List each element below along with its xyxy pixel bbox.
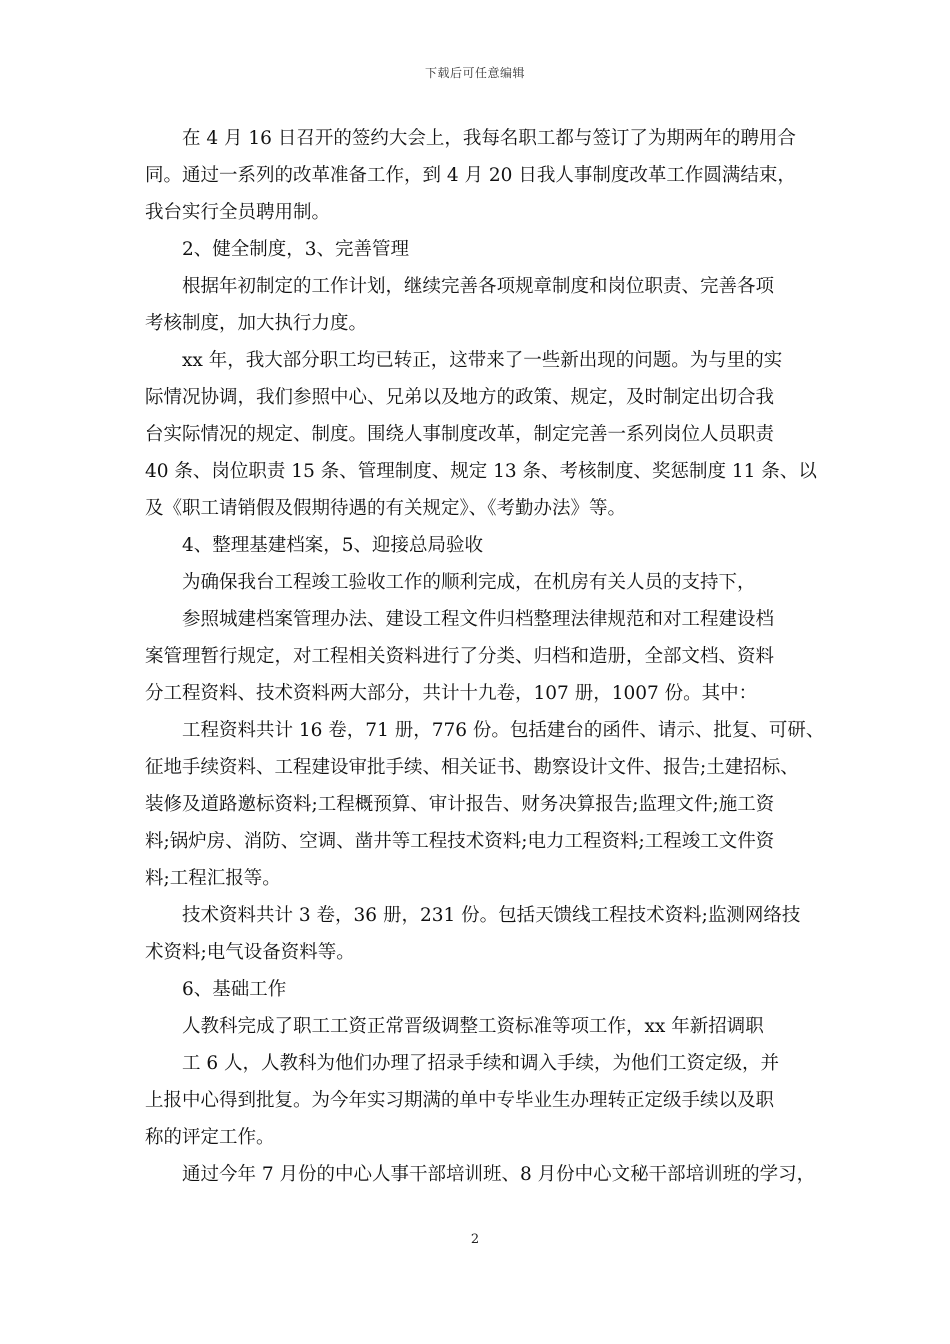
body-text-line: 通过今年 7 月份的中心人事干部培训班、8 月份中心文秘干部培训班的学习，	[182, 1164, 816, 1185]
body-text-line: 同。通过一系列的改革准备工作，到 4 月 20 日我人事制度改革工作圆满结束，	[145, 165, 796, 186]
body-text-line: 2、健全制度，3、完善管理	[182, 239, 410, 260]
body-text-line: xx 年，我大部分职工均已转正，这带来了一些新出现的问题。为与里的实	[182, 350, 783, 371]
body-text-line: 工程资料共计 16 卷，71 册，776 份。包括建台的函件、请示、批复、可研、	[182, 720, 825, 741]
body-text-line: 参照城建档案管理办法、建设工程文件归档整理法律规范和对工程建设档	[182, 609, 775, 630]
document-body	[145, 120, 825, 1193]
body-text-line: 料;锅炉房、消防、空调、凿井等工程技术资料;电力工程资料;工程竣工文件资	[145, 831, 775, 852]
body-text-line: 技术资料共计 3 卷，36 册，231 份。包括天馈线工程技术资料;监测网络技	[182, 905, 801, 926]
body-text-line: 考核制度，加大执行力度。	[145, 313, 368, 334]
body-text-line: 4、整理基建档案，5、迎接总局验收	[182, 535, 484, 556]
body-text-line: 根据年初制定的工作计划，继续完善各项规章制度和岗位职责、完善各项	[182, 276, 775, 297]
body-text-line: 及《职工请销假及假期待遇的有关规定》、《考勤办法》等。	[145, 498, 627, 519]
body-text-line: 台实际情况的规定、制度。围绕人事制度改革，制定完善一系列岗位人员职责	[145, 424, 775, 445]
body-text-line: 术资料;电气设备资料等。	[145, 942, 355, 963]
body-text-line: 称的评定工作。	[145, 1127, 275, 1148]
body-text-line: 人教科完成了职工工资正常晋级调整工资标准等项工作，xx 年新招调职	[182, 1016, 764, 1037]
page-number: 2	[470, 1232, 480, 1247]
body-text-line: 40 条、岗位职责 15 条、管理制度、规定 13 条、考核制度、奖惩制度 11 条、以	[145, 461, 817, 482]
body-text-line: 分工程资料、技术资料两大部分，共计十九卷，107 册，1007 份。其中：	[145, 683, 758, 704]
body-text-line: 工 6 人，人教科为他们办理了招录手续和调入手续，为他们工资定级，并	[182, 1053, 780, 1074]
body-text-line: 上报中心得到批复。为今年实习期满的单中专毕业生办理转正定级手续以及职	[145, 1090, 775, 1111]
body-text-line: 装修及道路邀标资料;工程概预算、审计报告、财务决算报告;监理文件;施工资	[145, 794, 775, 815]
body-text-line: 征地手续资料、工程建设审批手续、相关证书、勘察设计文件、报告;土建招标、	[145, 757, 799, 778]
body-text-line: 际情况协调，我们参照中心、兄弟以及地方的政策、规定，及时制定出切合我	[145, 387, 775, 408]
body-text-line: 在 4 月 16 日召开的签约大会上，我每名职工都与签订了为期两年的聘用合	[182, 128, 796, 149]
body-text-line: 为确保我台工程竣工验收工作的顺利完成，在机房有关人员的支持下，	[182, 572, 756, 593]
body-text-line: 案管理暂行规定，对工程相关资料进行了分类、归档和造册，全部文档、资料	[145, 646, 775, 667]
body-text-line: 我台实行全员聘用制。	[145, 202, 331, 223]
body-text-line: 6、基础工作	[182, 979, 287, 1000]
page-header: 下载后可任意编辑	[424, 66, 525, 80]
body-text-line: 料;工程汇报等。	[145, 868, 281, 889]
